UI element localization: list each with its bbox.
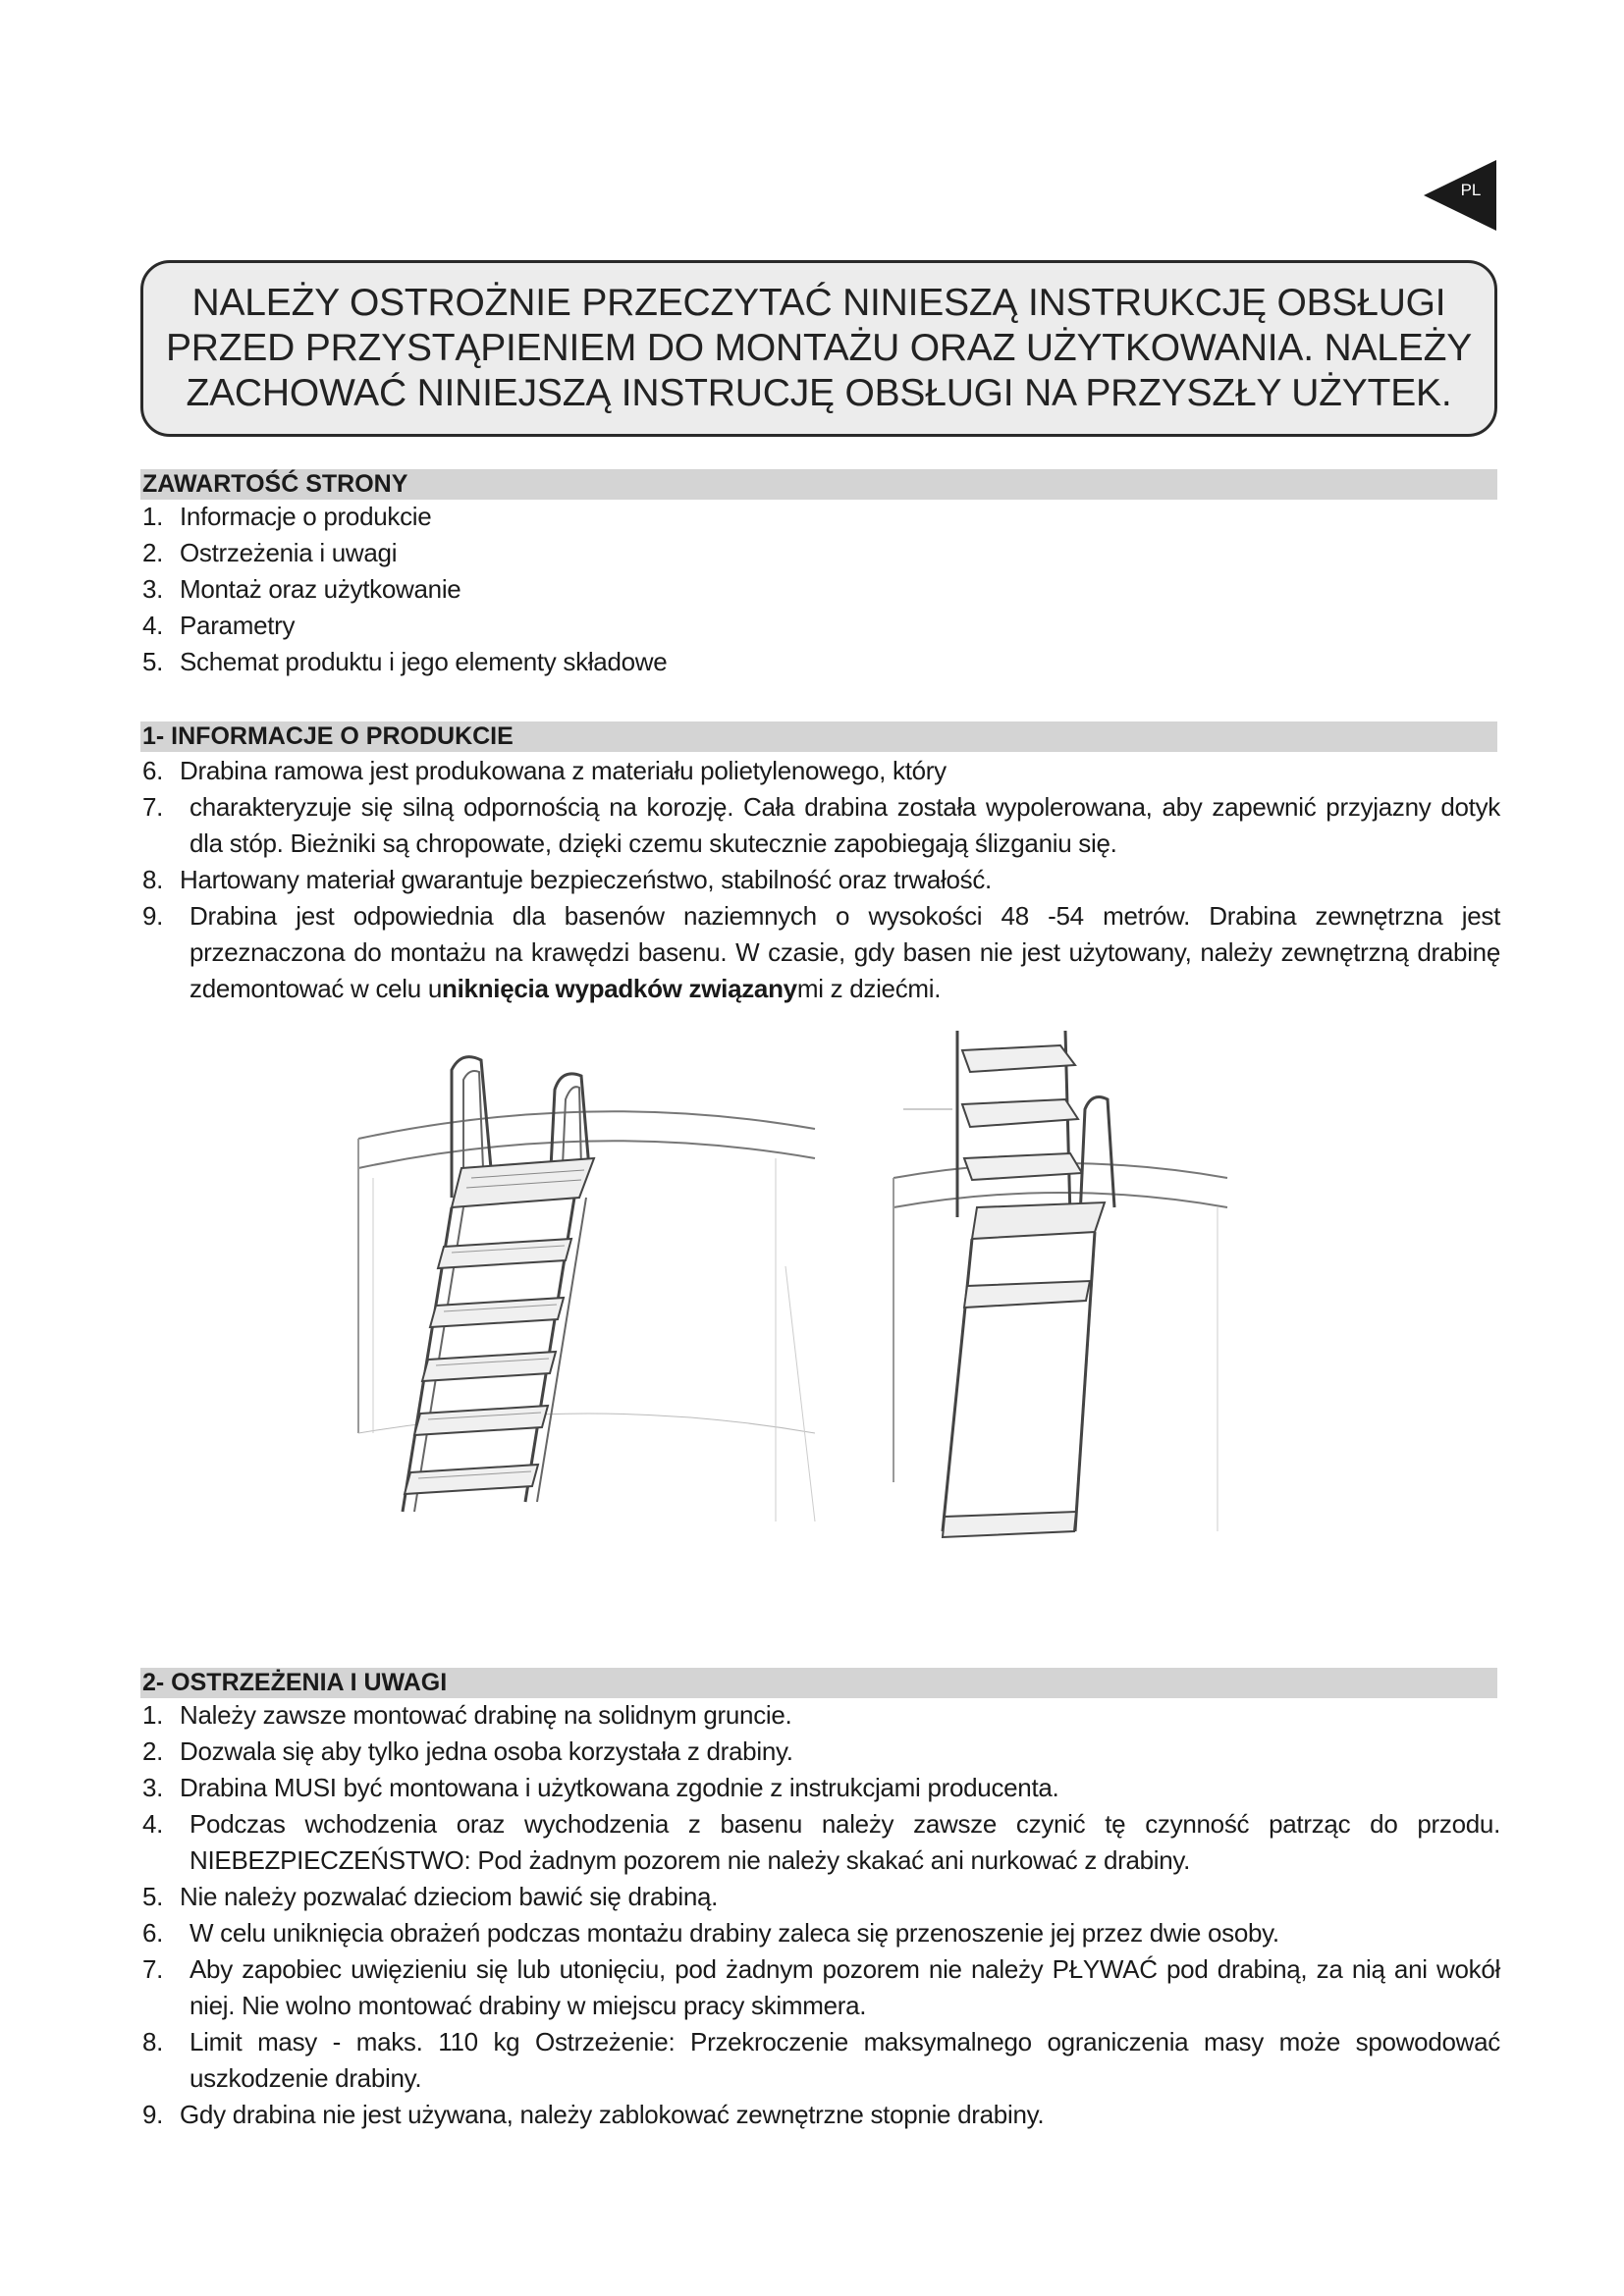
list-item (140, 753, 1500, 789)
list-number: 3. (142, 574, 164, 604)
list-number: 2. (142, 1736, 164, 1766)
list-number: 5. (142, 647, 164, 676)
list-item (140, 2024, 1500, 2097)
list-number: 9. (142, 2100, 164, 2129)
list-number: 8. (142, 2027, 164, 2056)
list-number: 1. (142, 502, 164, 531)
notice-line-1: NALEŻY OSTROŻNIE PRZECZYTAĆ NINIESZĄ INSTRUKCJĘ OBSŁUGI (191, 282, 1446, 324)
list-text: charakteryzuje się silną odpornością na korozję. Cała drabina została wypolerowana, aby zapewnić przyjazny dotyk dla stóp. Bieżniki są chropowate, dzięki czemu skutecznie zapobiegają ślizganiu się. (189, 792, 1500, 858)
list-text: Hartowany materiał gwarantuje bezpieczeństwo, stabilność oraz trwałość. (180, 865, 992, 894)
list-text: Aby zapobiec uwięzieniu się lub utonięciu, pod żadnym pozorem nie należy PŁYWAĆ pod drabiną, za nią ani wokół niej. Nie wolno montować drabiny w miejscu pracy skimmera. (189, 1954, 1500, 2020)
section1-list (140, 753, 1500, 1007)
list-item (140, 1951, 1500, 2024)
list-item (140, 644, 1500, 680)
list-text: Informacje o produkcie (180, 502, 432, 531)
list-number: 2. (142, 538, 164, 567)
list-number: 7. (142, 792, 164, 822)
list-item (140, 862, 1500, 898)
contents-title: ZAWARTOŚĆ STRONY (142, 470, 408, 498)
list-number: 8. (142, 865, 164, 894)
list-item (140, 789, 1500, 862)
safety-notice-box (140, 260, 1497, 437)
list-item (140, 499, 1500, 535)
list-item (140, 1770, 1500, 1806)
list-number: 4. (142, 611, 164, 640)
list-item (140, 898, 1500, 1007)
list-item (140, 1806, 1500, 1879)
language-badge-label: PL (1460, 181, 1482, 199)
list-item (140, 1915, 1500, 1951)
list-text: Montaż oraz użytkowanie (180, 574, 461, 604)
list-item (140, 535, 1500, 571)
list-number: 1. (142, 1700, 164, 1730)
list-number: 5. (142, 1882, 164, 1911)
list-number: 6. (142, 756, 164, 785)
list-number: 4. (142, 1809, 164, 1839)
list-item (140, 608, 1500, 644)
list-item (140, 1879, 1500, 1915)
list-text: Należy zawsze montować drabinę na solidnym gruncie. (180, 1700, 792, 1730)
list-text: W celu uniknięcia obrażeń podczas montażu drabiny zaleca się przenoszenie jej przez dwie osoby. (189, 1918, 1279, 1948)
list-text: mi z dziećmi. (796, 974, 942, 1003)
contents-list (140, 499, 1500, 680)
list-text: Parametry (180, 611, 296, 640)
section1-title: 1- INFORMACJE O PRODUKCIE (142, 722, 514, 750)
ladder-illustration (353, 1021, 825, 1551)
ladder-figure-left (353, 1021, 825, 1551)
list-text: Schemat produktu i jego elementy składowe (180, 647, 668, 676)
notice-line-3: ZACHOWAĆ NINIEJSZĄ INSTRUCJĘ OBSŁUGI NA PRZYSZŁY UŻYTEK. (186, 372, 1452, 414)
list-text: Drabina ramowa jest produkowana z materiału polietylenowego, który (180, 756, 947, 785)
list-text: Nie należy pozwalać dzieciom bawić się drabiną. (180, 1882, 719, 1911)
notice-line-2: PRZED PRZYSTĄPIENIEM DO MONTAŻU ORAZ UŻYTKOWANIA. NALEŻY (165, 327, 1473, 369)
ladder-figure-right (884, 1021, 1237, 1551)
list-text: Dozwala się aby tylko jedna osoba korzystała z drabiny. (180, 1736, 793, 1766)
list-item (140, 1697, 1500, 1734)
list-item (140, 571, 1500, 608)
list-number: 3. (142, 1773, 164, 1802)
list-text: Ostrzeżenia i uwagi (180, 538, 398, 567)
list-text: Podczas wchodzenia oraz wychodzenia z basenu należy zawsze czynić tę czynność patrząc do przodu. NIEBEZPIECZEŃSTWO: Pod żadnym pozorem nie należy skakać ani nurkować z drabiny. (189, 1809, 1500, 1875)
list-number: 7. (142, 1954, 164, 1984)
section2-title: 2- OSTRZEŻENIA I UWAGI (142, 1669, 448, 1696)
list-text: Limit masy - maks. 110 kg Ostrzeżenie: Przekroczenie maksymalnego ograniczenia masy może spowodować uszkodzenie drabiny. (189, 2027, 1500, 2093)
list-item (140, 2097, 1500, 2133)
ladder-locked-illustration (884, 1021, 1237, 1551)
list-text: Gdy drabina nie jest używana, należy zablokować zewnętrzne stopnie drabiny. (180, 2100, 1045, 2129)
list-number: 6. (142, 1918, 164, 1948)
list-item (140, 1734, 1500, 1770)
list-text-bold: niknięcia wypadków związany (442, 974, 797, 1003)
list-number: 9. (142, 901, 164, 931)
section2-list (140, 1697, 1500, 2133)
list-text: Drabina jest odpowiednia dla basenów naziemnych o wysokości 48 -54 metrów. Drabina zewnętrzna jest przeznaczona do montażu na krawędzi basenu. W czasie, gdy basen nie jest użytowany, należy zewnętrzną drabinę zdemontować w celu u (189, 901, 1500, 1003)
list-text: Drabina MUSI być montowana i użytkowana zgodnie z instrukcjami producenta. (180, 1773, 1059, 1802)
